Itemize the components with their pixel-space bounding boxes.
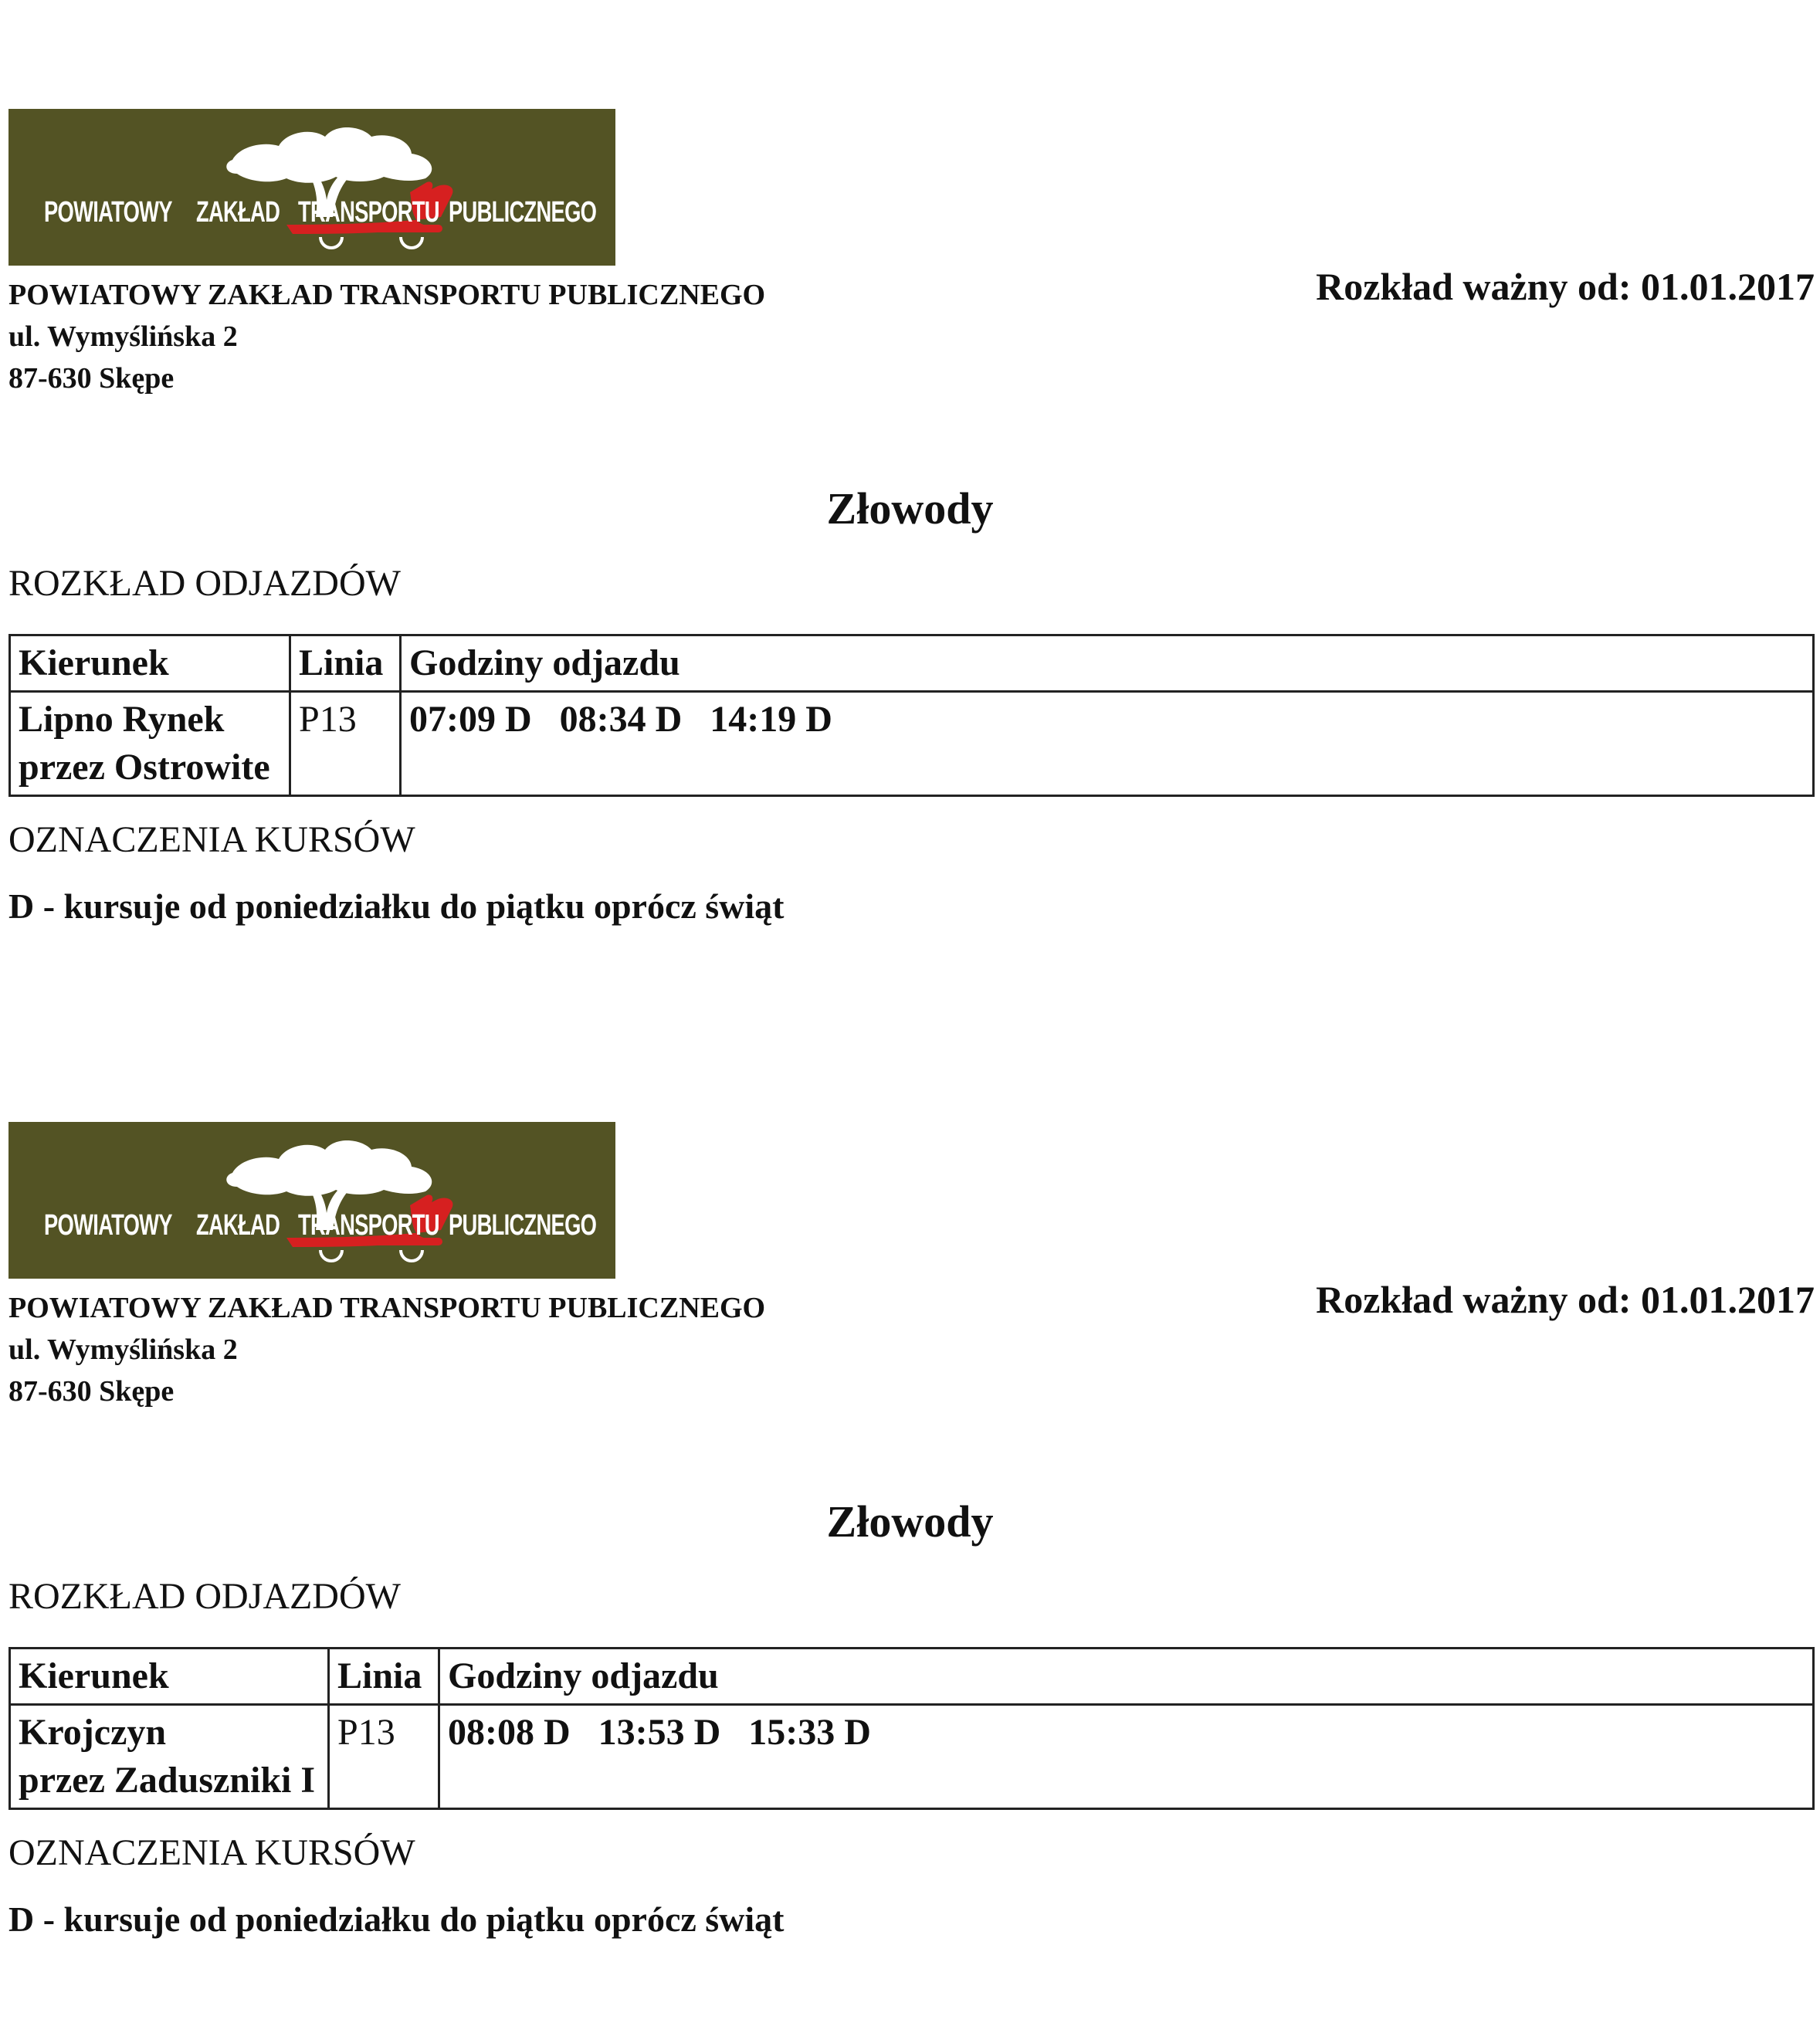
direction-via: przez Ostrowite xyxy=(19,747,270,788)
table-row xyxy=(10,692,1814,796)
company-street: ul. Wymyślińska 2 xyxy=(8,1333,238,1366)
header-line: Linia xyxy=(329,1649,439,1705)
legend-text: D - kursuje od poniedziałku do piątku oprócz świąt xyxy=(8,886,785,926)
company-logo xyxy=(8,109,615,266)
table-row xyxy=(10,1705,1814,1809)
legend-text: D - kursuje od poniedziałku do piątku oprócz świąt xyxy=(8,1899,785,1939)
logo-word-zaklad: ZAKŁAD xyxy=(196,196,280,229)
table-header-row xyxy=(10,1649,1814,1705)
header-direction: Kierunek xyxy=(10,1649,329,1705)
direction-via: przez Zaduszniki I xyxy=(19,1760,316,1801)
timetable-section-2 xyxy=(0,1012,1820,2023)
legend-heading: OZNACZENIA KURSÓW xyxy=(8,1832,415,1873)
direction-destination: Krojczyn xyxy=(19,1712,167,1753)
direction-destination: Lipno Rynek xyxy=(19,699,225,740)
logo-word-publicznego: PUBLICZNEGO xyxy=(449,196,597,229)
valid-from: Rozkład ważny od: 01.01.2017 xyxy=(1316,1278,1815,1321)
stop-name: Złowody xyxy=(826,483,994,534)
timetable-heading: ROZKŁAD ODJAZDÓW xyxy=(8,563,401,604)
header-direction: Kierunek xyxy=(10,635,290,692)
company-city: 87-630 Skępe xyxy=(8,1375,175,1408)
valid-from: Rozkład ważny od: 01.01.2017 xyxy=(1316,265,1815,308)
times-cell: 07:09 D 08:34 D 14:19 D xyxy=(401,692,1814,796)
tree-bus-icon xyxy=(8,1122,615,1279)
header-times: Godziny odjazdu xyxy=(401,635,1814,692)
logo-word-transportu: TRANSPORTU xyxy=(298,196,439,229)
table-header-row xyxy=(10,635,1814,692)
company-logo xyxy=(8,1122,615,1279)
departures-table xyxy=(8,634,1815,797)
tree-bus-icon xyxy=(8,109,615,266)
company-name: POWIATOWY ZAKŁAD TRANSPORTU PUBLICZNEGO xyxy=(8,279,766,311)
legend-heading: OZNACZENIA KURSÓW xyxy=(8,819,415,860)
logo-word-powiatowy: POWIATOWY xyxy=(44,1209,172,1242)
logo-word-zaklad: ZAKŁAD xyxy=(196,1209,280,1242)
header-times: Godziny odjazdu xyxy=(439,1649,1814,1705)
company-name: POWIATOWY ZAKŁAD TRANSPORTU PUBLICZNEGO xyxy=(8,1292,766,1324)
timetable-heading: ROZKŁAD ODJAZDÓW xyxy=(8,1576,401,1617)
company-city: 87-630 Skępe xyxy=(8,362,175,395)
direction-cell xyxy=(10,692,290,796)
logo-word-powiatowy: POWIATOWY xyxy=(44,196,172,229)
company-address xyxy=(8,1287,765,1412)
times-cell: 08:08 D 13:53 D 15:33 D xyxy=(439,1705,1814,1809)
line-cell: P13 xyxy=(329,1705,439,1809)
logo-word-transportu: TRANSPORTU xyxy=(298,1209,439,1242)
header-line: Linia xyxy=(290,635,401,692)
stop-name: Złowody xyxy=(826,1496,994,1547)
logo-word-publicznego: PUBLICZNEGO xyxy=(449,1209,597,1242)
direction-cell xyxy=(10,1705,329,1809)
line-cell: P13 xyxy=(290,692,401,796)
company-street: ul. Wymyślińska 2 xyxy=(8,320,238,353)
departures-table xyxy=(8,1647,1815,1810)
company-address xyxy=(8,274,765,399)
